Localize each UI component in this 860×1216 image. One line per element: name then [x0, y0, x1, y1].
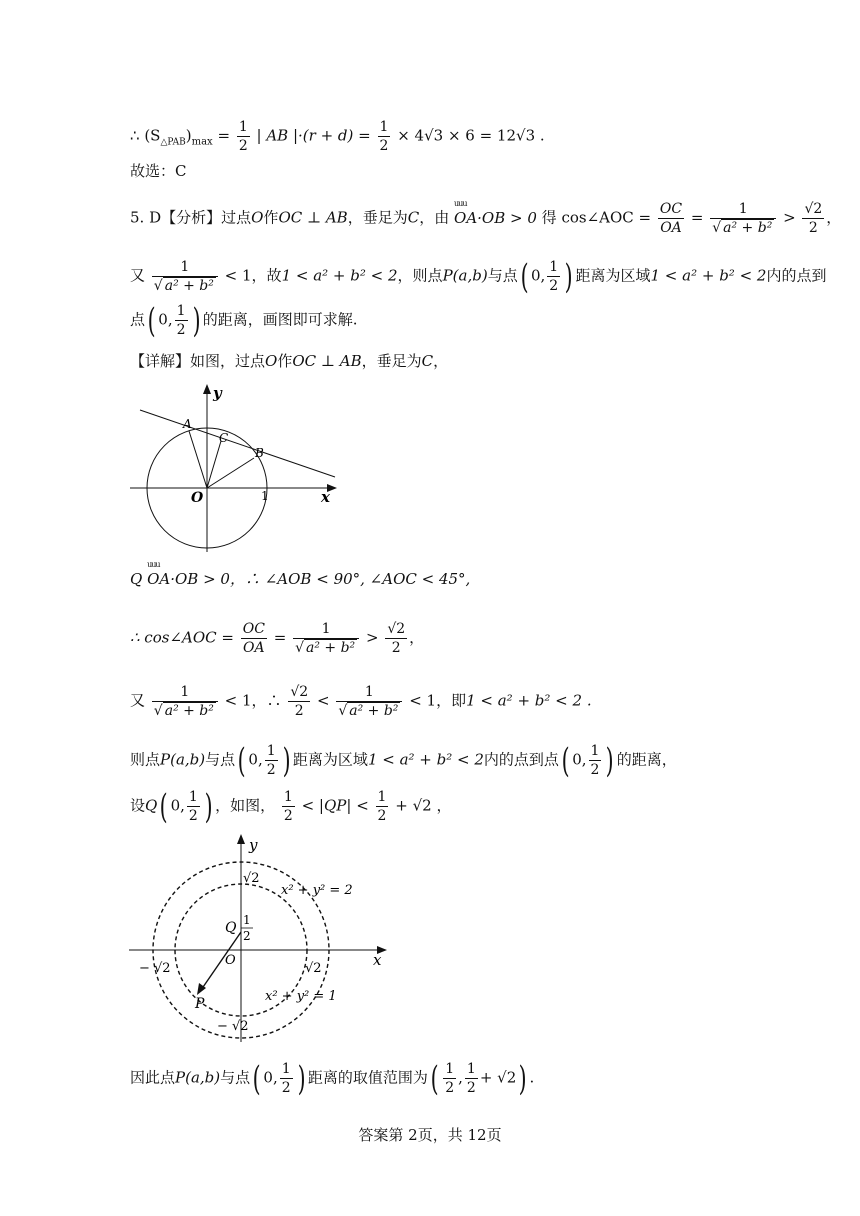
figure-unit-circle-chord: [125, 380, 345, 555]
label-p: P: [195, 996, 205, 1012]
fraction-half: $\frac{1}{2}$: [238, 119, 248, 154]
label-c: C: [219, 431, 229, 445]
label-half-num: 1: [243, 913, 251, 927]
label-x: x: [321, 488, 330, 506]
label-a: A: [183, 417, 192, 431]
label-outer-eq: x² + y² = 2: [281, 883, 353, 898]
label-one: 1: [261, 489, 269, 503]
label-inner-eq: x² + y² = 1: [265, 989, 337, 1004]
label-o: O: [191, 490, 204, 506]
label-y: y: [213, 384, 222, 402]
label-b: B: [255, 446, 264, 460]
then-line: 则点P(a,b)与点( 0, $\frac{1}{2}$ ) 距离为区域1 < a² + b² < 2内的点到点( 0, $\frac{1}{2}$ ) 的距离，: [130, 740, 677, 781]
label-sqrt2-top: √2: [243, 871, 260, 886]
therefore-symbol: ∴: [130, 126, 140, 145]
vector-dot-product: uuu OA·OB > 0: [454, 209, 537, 227]
fraction-half: $\frac{1}{2}$: [379, 119, 389, 154]
label-neg-sqrt2-left: − √2: [139, 961, 171, 976]
label-q: Q: [225, 920, 237, 936]
label-half-den: 2: [243, 929, 251, 943]
inequality-line: 又 $\frac{1}{\text{√ a² + b²}}$ < 1，∴ $\frac{√2}{2}$ < $\frac{1}{\text{√ a² + b²}}$ < 1，即1 < a² + b² < 2 .: [130, 684, 592, 719]
page-footer: 答案第 2页，共 12页: [358, 1126, 502, 1144]
because-line: Q uuu OA·OB > 0，∴ ∠AOB < 90°, ∠AOC < 45°,: [130, 568, 470, 589]
label-neg-sqrt2-bottom: − √2: [217, 1019, 249, 1034]
label-o: O: [225, 953, 236, 968]
analysis-line-3: 点( 0, $\frac{1}{2}$ ) 的距离，画图即可求解.: [130, 300, 358, 341]
max-area-line: ∴ $(S_{\triangle PAB})_{max}$ = $\frac{1}{2}$ | AB |·(r + d) = $\frac{1}{2}$ × 4√3 × 6 = 12√3 .: [130, 119, 545, 154]
cos-line: ∴ cos∠AOC = $\frac{OC}{OA}$ = $\frac{1}{\text{√ a² + b²}}$ > $\frac{√2}{2}$ ，: [130, 621, 425, 656]
detail-line: 【详解】如图，过点O作OC ⊥ AB，垂足为C，: [130, 352, 449, 370]
label-y: y: [249, 836, 258, 854]
q5-analysis-line: 5. D【分析】过点O作OC ⊥ AB，垂足为C，由 uuu OA·OB > 0 得 cos∠AOC = $\frac{OC}{OA}$ = $\frac{1}{\text{√ a² + b²}}$ > $\frac{√2}{2}$ ，: [130, 200, 841, 237]
figure-annulus: [125, 830, 405, 1045]
choice-line: 故选：C: [130, 162, 187, 180]
label-x: x: [373, 951, 382, 969]
set-q-line: 设Q( 0, $\frac{1}{2}$ ) ，如图， $\frac{1}{2}$ < |QP| < $\frac{1}{2}$ + √2 ，: [130, 786, 452, 827]
conclusion-line: 因此点P(a,b)与点( 0, $\frac{1}{2}$ ) 距离的取值范围为( $\frac{1}{2}$ , $\frac{1}{2}$ + √2) .: [130, 1058, 535, 1099]
label-sqrt2-right: √2: [305, 961, 322, 976]
analysis-line-2: 又 $\frac{1}{\text{√ a² + b²}}$ < 1，故1 < a² + b² < 2，则点P(a,b)与点( 0, $\frac{1}{2}$ ) 距离为区域1 < a² + b² < 2内的点到: [130, 256, 827, 297]
